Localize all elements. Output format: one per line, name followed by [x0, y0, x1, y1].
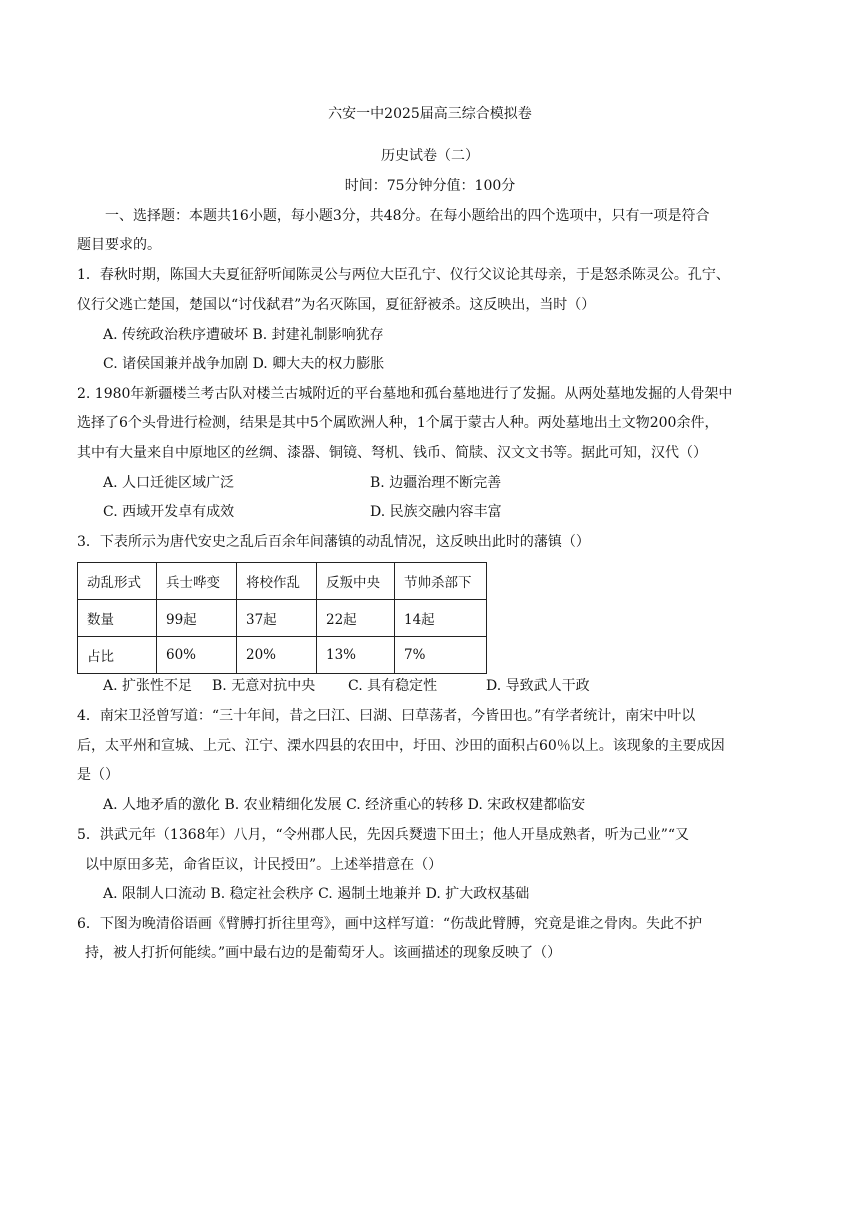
- instruction-line-2: 题目要求的。: [77, 237, 161, 253]
- question-5-options: A. 限制人口流动 B. 稳定社会秩序 C. 遏制土地兼并 D. 扩大政权基础: [103, 886, 530, 902]
- table-header-cell: 动乱形式: [78, 563, 157, 600]
- question-3-option-b: B. 无意对抗中央: [212, 678, 316, 694]
- question-5-line-1: 5．洪武元年（1368年）八月，“令州郡人民，先因兵燹遗下田土；他人开垦成熟者，听为己业”“又: [77, 827, 690, 843]
- table-cell: 数量: [78, 600, 157, 637]
- question-2-line-1: 2. 1980年新疆楼兰考古队对楼兰古城附近的平台墓地和孤台墓地进行了发掘。从两处墓地发掘的人骨架中: [77, 386, 733, 402]
- exam-title: 六安一中2025届高三综合模拟卷: [328, 106, 532, 122]
- instruction-line-1: 一、选择题：本题共16小题，每小题3分，共48分。在每小题给出的四个选项中，只有一项是符合: [105, 208, 710, 224]
- table-row: [78, 637, 487, 674]
- table-cell: 37起: [237, 600, 317, 637]
- question-2-option-b: B. 边疆治理不断完善: [370, 475, 502, 491]
- question-6-line-1: 6．下图为晚清俗语画《臂膊打折往里弯》，画中这样写道：“伤哉此臂膊，究竟是谁之骨肉。失此不护: [77, 916, 703, 932]
- question-1-line-1: 1．春秋时期，陈国大夫夏征舒听闻陈灵公与两位大臣孔宁、仪行父议论其母亲，于是怒杀陈灵公。孔宁、: [77, 267, 730, 283]
- question-3-line-1: 3．下表所示为唐代安史之乱后百余年间藩镇的动乱情况，这反映出此时的藩镇（）: [77, 534, 590, 550]
- question-1-options-1: A. 传统政治秩序遭破坏 B. 封建礼制影响犹存: [103, 327, 384, 343]
- question-3-option-a: A. 扩张性不足: [103, 678, 193, 694]
- question-2-option-c: C. 西域开发卓有成效: [103, 504, 235, 520]
- table-cell: 14起: [395, 600, 487, 637]
- question-5-line-2: 以中原田多芜，命省臣议，计民授田”。上述举措意在（）: [85, 857, 443, 873]
- table-header-cell: 兵士哗变: [157, 563, 237, 600]
- exam-meta: 时间：75分钟分值：100分: [344, 178, 516, 194]
- table-row: [78, 600, 487, 637]
- table-cell: 7%: [395, 637, 487, 674]
- question-4-options: A. 人地矛盾的激化 B. 农业精细化发展 C. 经济重心的转移 D. 宋政权建都临安: [103, 797, 586, 813]
- table-cell: 22起: [317, 600, 395, 637]
- question-2-line-2: 选择了6个头骨进行检测，结果是其中5个属欧洲人种，1个属于蒙古人种。两处墓地出土文物200余件，: [77, 415, 719, 431]
- question-2-line-3: 其中有大量来自中原地区的丝绸、漆器、铜镜、弩机、钱币、简牍、汉文文书等。据此可知，汉代（）: [77, 445, 707, 461]
- question-4-line-3: 是（）: [77, 767, 119, 783]
- question-1-line-2: 仪行父逃亡楚国，楚国以“讨伐弑君”为名灭陈国，夏征舒被杀。这反映出，当时（）: [77, 297, 596, 313]
- question-2-option-a: A. 人口迁徙区域广泛: [103, 475, 235, 491]
- question-3-option-c: C. 具有稳定性: [348, 678, 438, 694]
- table-cell: 99起: [157, 600, 237, 637]
- question-6-line-2: 持，被人打折何能续。”画中最右边的是葡萄牙人。该画描述的现象反映了（）: [85, 945, 562, 961]
- table-cell: 占比: [78, 637, 157, 674]
- riot-table: [77, 562, 487, 674]
- question-2-option-d: D. 民族交融内容丰富: [370, 504, 502, 520]
- table-cell: 60%: [157, 637, 237, 674]
- question-4-line-1: 4．南宋卫泾曾写道：“三十年间，昔之曰江、曰湖、曰草荡者，今皆田也。”有学者统计，南宋中叶以: [77, 708, 696, 724]
- table-header-cell: 反叛中央: [317, 563, 395, 600]
- question-3-option-d: D. 导致武人干政: [486, 678, 590, 694]
- table-cell: 13%: [317, 637, 395, 674]
- table-header-cell: 节帅杀部下: [395, 563, 487, 600]
- exam-subtitle: 历史试卷（二）: [381, 148, 479, 164]
- question-1-options-2: C. 诸侯国兼并战争加剧 D. 卿大夫的权力膨胀: [103, 356, 385, 372]
- table-header-row: [78, 563, 487, 600]
- question-4-line-2: 后，太平州和宣城、上元、江宁、溧水四县的农田中，圩田、沙田的面积占60％以上。该现象的主要成因: [77, 738, 725, 754]
- table-header-cell: 将校作乱: [237, 563, 317, 600]
- table-cell: 20%: [237, 637, 317, 674]
